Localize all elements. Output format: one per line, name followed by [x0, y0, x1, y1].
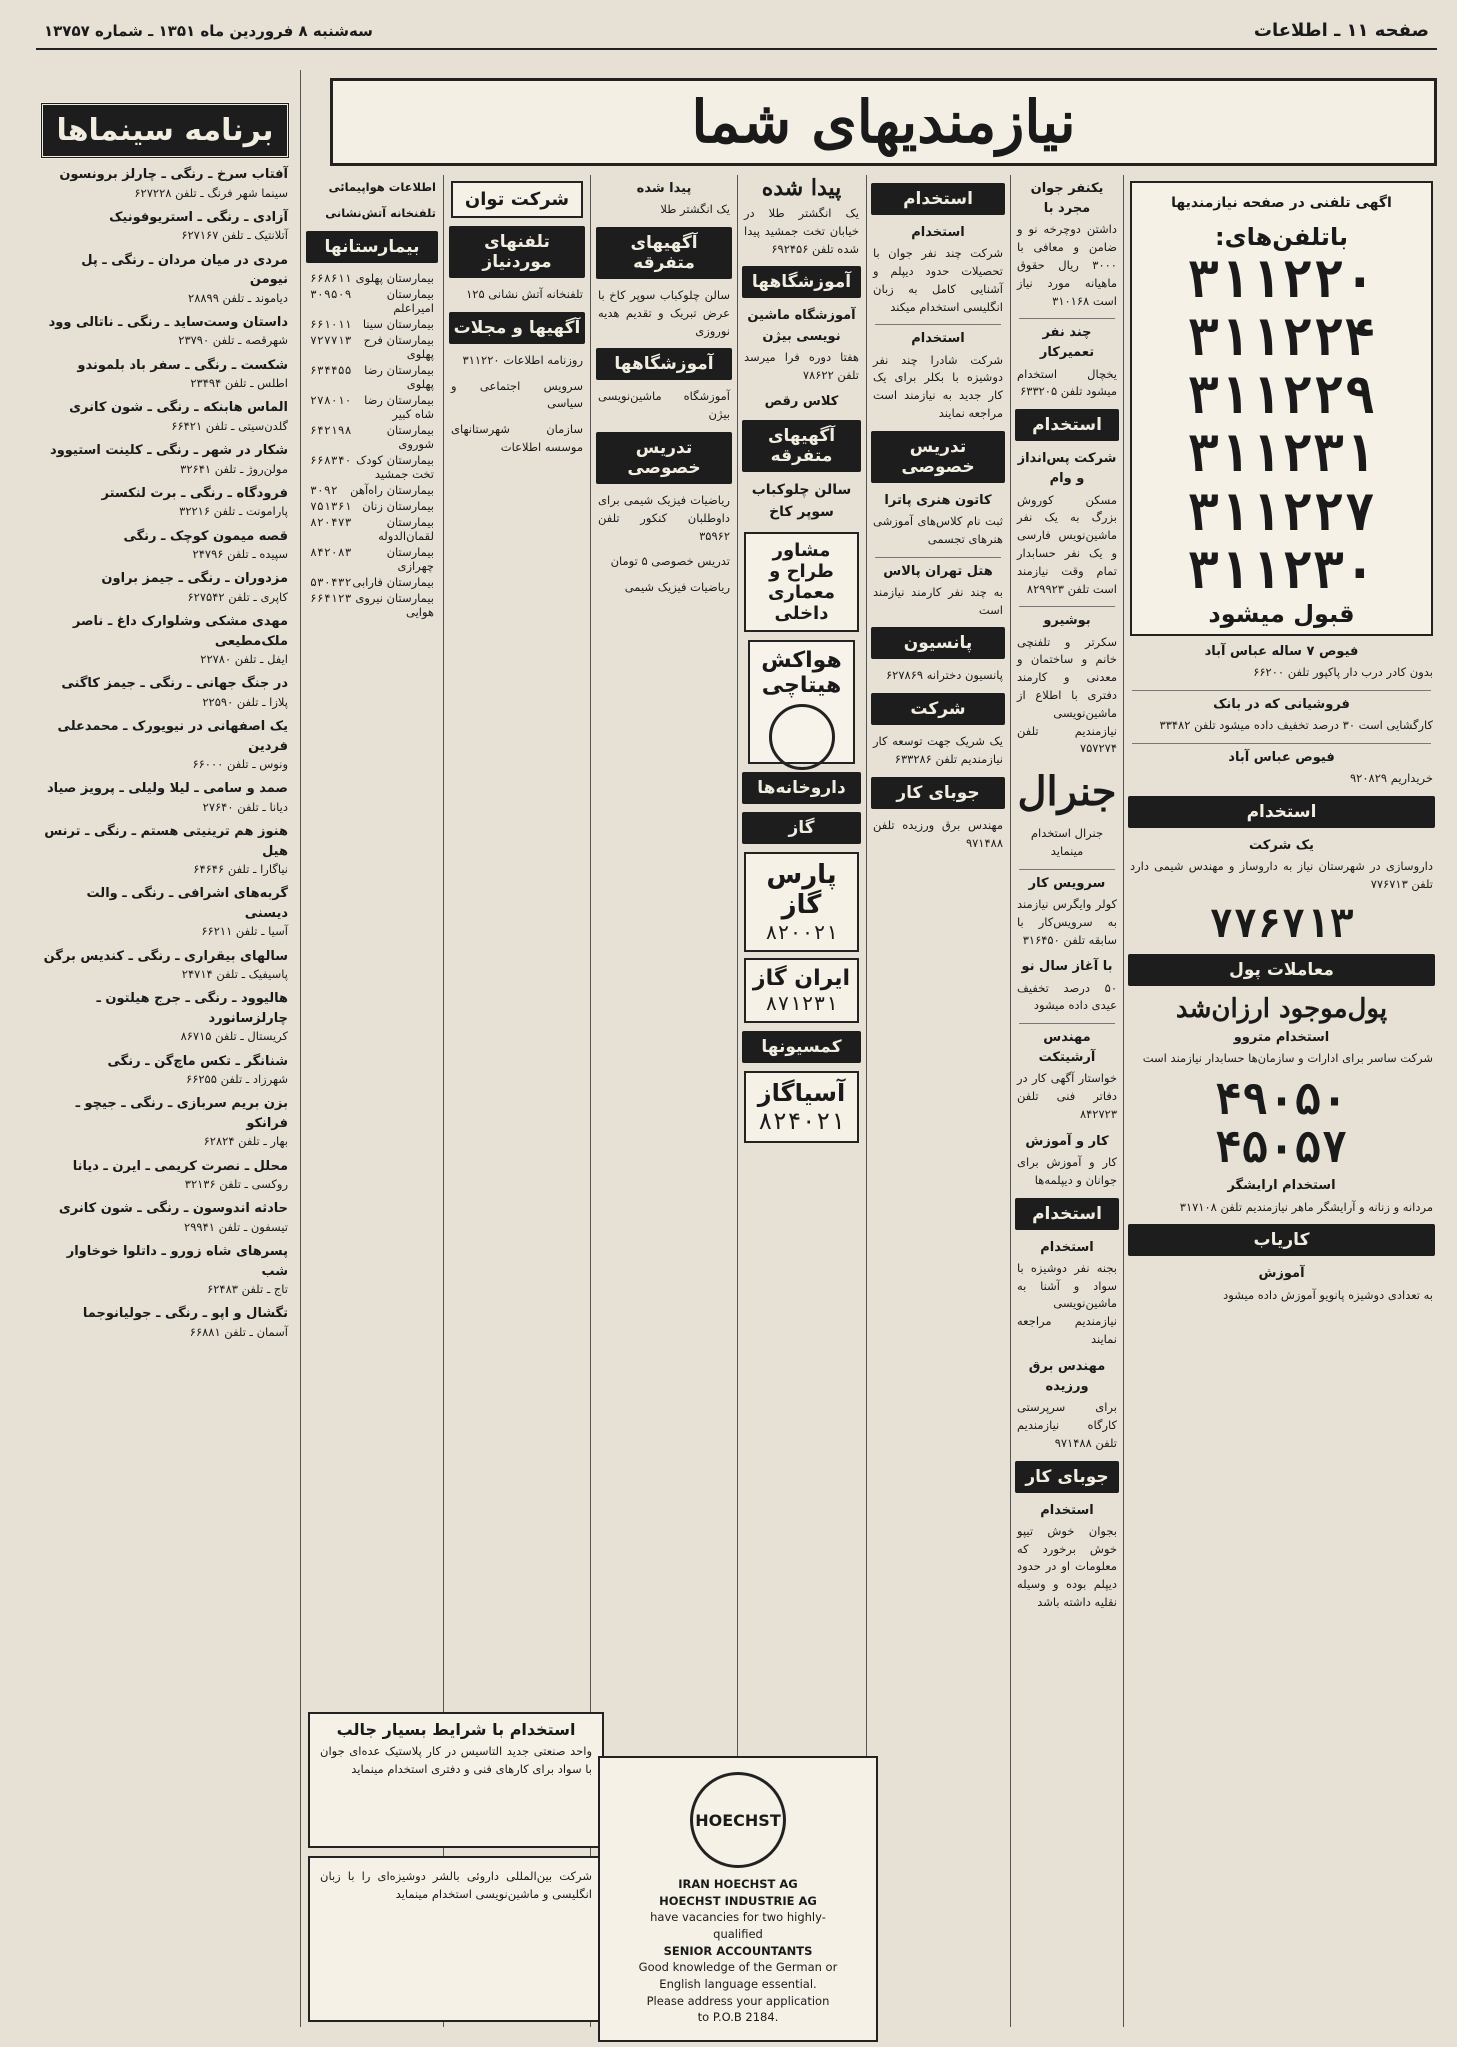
column-rule — [300, 70, 301, 2027]
hoechst-line: have vacancies for two highly- — [650, 1910, 826, 1925]
ad-title: یکنفر جوان مجرد با — [1030, 181, 1104, 217]
list-item — [42, 398, 288, 435]
film-info: ونوس ـ تلفن ۶۶۰۰۰ — [192, 757, 288, 771]
list-item — [42, 989, 288, 1045]
ad-text: مردانه و زنانه و آرایشگر ماهر نیازمندیم تلفن ۳۱۷۱۰۸ — [1179, 1199, 1433, 1214]
list-item — [42, 822, 288, 878]
film-title: مردی در میان مردان ـ رنگی ـ پل نیومن — [81, 252, 288, 287]
asia-gas-ad — [744, 1071, 859, 1143]
film-title: شکار در شهر ـ رنگی ـ کلینت استیوود — [50, 443, 288, 458]
phone-box-intro: اگهی تلفنی در صفحه نیازمندیها — [1171, 195, 1392, 211]
ad-title: بوشیرو — [1043, 613, 1091, 629]
classified-ad: ریاضیات فیزیک شیمی برای داوطلبان کنکور تلفن ۳۵۹۶۲ — [598, 493, 730, 543]
list-item — [42, 612, 288, 668]
ad-title: شرکت پس‌انداز و وام — [1017, 451, 1117, 487]
classified-ad: سالن چلوکباب سوپر کاخ با عرض تبریک و تقدیم هدیه نوروزی — [598, 287, 730, 338]
classified-ad — [1130, 748, 1433, 788]
column-5 — [594, 175, 734, 2027]
phone-number: ۳۱۱۲۳۰ — [1187, 540, 1376, 601]
section-header: تدریس خصوصی — [871, 431, 1005, 483]
film-info: تیسفون ـ تلفن ۲۹۹۴۱ — [184, 1219, 288, 1234]
hospital-phone: ۶۶۱۰۱۱ — [310, 316, 352, 331]
classified-ad — [1017, 1238, 1117, 1349]
cinema-column — [36, 96, 294, 2027]
hospital-name: بیمارستان شوروی — [386, 422, 434, 451]
hospital-name: بیمارستان راه‌آهن — [350, 482, 434, 497]
issue-line: سه‌شنبه ۸ فروردین ماه ۱۳۵۱ ـ شماره ۱۳۷۵۷ — [44, 22, 373, 40]
film-title: در جنگ جهانی ـ رنگی ـ جیمز کاگنی — [61, 676, 288, 692]
info-title: اطلاعات هواپیمائی — [328, 180, 436, 194]
section-header: آموزشگاهها — [742, 266, 861, 298]
hospital-name: بیمارستان فرح پهلوی — [363, 332, 434, 361]
hospital-list — [304, 271, 440, 619]
section-header: تدریس خصوصی — [596, 432, 732, 484]
hospital-phone: ۳۰۹۵۰۹ — [310, 286, 352, 301]
section-header: گاز — [742, 812, 861, 844]
phone-number: ۳۱۱۲۲۷ — [1187, 482, 1376, 543]
hospital-name: بیمارستان کودک تخت جمشید — [356, 452, 434, 481]
column-rule — [1123, 175, 1124, 2027]
list-item — [42, 527, 288, 564]
classified-ad — [1017, 1132, 1117, 1190]
film-info: سینما شهر فرنگ ـ تلفن ۶۲۷۲۲۸ — [134, 185, 288, 200]
classified-ad: تلفنخانه آتش نشانی ۱۲۵ — [466, 287, 583, 301]
film-info: سپیده ـ تلفن ۲۴۷۹۶ — [192, 547, 288, 561]
hospital-name: بیمارستان امیراعلم — [386, 286, 434, 315]
film-info: نیاگارا ـ تلفن ۶۴۶۴۶ — [193, 862, 288, 876]
ad-separator — [1019, 1023, 1115, 1024]
section-header: آگهیهای متفرقه — [596, 227, 732, 279]
section-header: جوبای کار — [1015, 1461, 1119, 1493]
general-text: جنرال استخدام مینماید — [1030, 826, 1104, 859]
ad-separator — [1019, 869, 1115, 870]
phone-box-accepted: قبول میشود — [1208, 600, 1355, 629]
list-item — [310, 545, 434, 573]
advisor-ad: مشاور طراح و معماری داخلی — [744, 532, 859, 632]
employment-box-text: واحد صنعتی جدید التاسیس در کار پلاستیک عده‌ای جوان با سواد برای کارهای فنی و دفتری استخدام مینماید — [320, 1744, 592, 1776]
ad-text: یخچال استخدام میشود تلفن ۶۳۳۲۰۵ — [1017, 366, 1117, 399]
film-title: داستان وست‌ساید ـ رنگی ـ ناتالی وود — [48, 314, 288, 330]
classified-ad — [1017, 874, 1117, 950]
classified-ad: سرویس اجتماعی و سیاسی — [451, 378, 583, 411]
asia-gas-phone: ۸۲۴۰۲۱ — [758, 1106, 845, 1135]
film-title: محلل ـ نصرت کریمی ـ ایرن ـ دیانا — [72, 1158, 288, 1174]
list-item — [310, 287, 434, 315]
film-info: دیاموند ـ تلفن ۲۸۸۹۹ — [188, 290, 288, 305]
classified-ad — [873, 223, 1003, 316]
classified-ad: سازمان شهرستانهای موسسه اطلاعات — [451, 422, 583, 455]
film-info: آسیا ـ تلفن ۶۶۲۱۱ — [201, 924, 288, 939]
classified-ad: ریاضیات فیزیک شیمی — [624, 580, 730, 595]
section-header: آموزشگاهها — [596, 348, 732, 380]
employment-box-title: استخدام با شرایط بسیار جالب — [336, 1720, 576, 1739]
hospital-name: بیمارستان زنان — [362, 498, 434, 513]
classified-ad — [1130, 1264, 1433, 1304]
page-header — [36, 18, 1437, 50]
list-item — [42, 569, 288, 606]
list-item — [42, 1304, 288, 1341]
film-title: گربه‌های اشرافی ـ رنگی ـ والت دیسنی — [86, 886, 288, 921]
column-3 — [869, 175, 1007, 2027]
film-info: پاسیفیک ـ تلفن ۲۴۷۱۴ — [181, 967, 288, 981]
classified-ad — [1130, 695, 1433, 735]
classified-ad — [1017, 449, 1117, 598]
ad-title: استخدام — [1040, 1239, 1094, 1255]
classified-ad — [1130, 1176, 1433, 1216]
film-title: حادثه اندوسون ـ رنگی ـ شون کانری — [58, 1201, 288, 1217]
film-title: شکست ـ رنگی ـ سفر باد بلموندو — [77, 357, 288, 373]
ad-title: پیدا شده — [761, 175, 842, 201]
ad-text: کولر وایگرس نیازمند به سرویس‌کار با سابقه تلفن ۳۱۶۴۵۰ — [1017, 897, 1117, 947]
classified-ad — [744, 306, 859, 384]
film-title: یک اصفهانی در نیویورک ـ محمدعلی فردین — [57, 719, 288, 754]
section-header: استخدام — [1128, 796, 1435, 828]
classified-ad — [873, 491, 1003, 549]
film-info: کاپری ـ تلفن ۶۲۷۵۴۲ — [187, 589, 288, 604]
section-header: آگهیهای متفرقه — [742, 420, 861, 472]
ad-text: بدون کادر درب دار پاکپور تلفن ۶۶۲۰۰ — [1253, 665, 1433, 680]
section-header: جوبای کار — [871, 777, 1005, 809]
ad-text: یک انگشتر طلا در خیابان تخت جمشید پیدا شده تلفن ۶۹۲۴۵۶ — [744, 206, 859, 256]
section-header: کاریاب — [1128, 1224, 1435, 1256]
film-info: گلدن‌سیتی ـ تلفن ۶۶۴۲۱ — [171, 418, 288, 433]
tavan-title: شرکت توان — [464, 189, 570, 210]
list-item — [42, 1242, 288, 1298]
section-header: شرکت — [871, 693, 1005, 725]
phone-number: ۳۱۱۲۲۹ — [1187, 366, 1376, 427]
list-item — [42, 208, 288, 245]
classified-ad — [1017, 323, 1117, 401]
ad-title: آموزشگاه ماشین نویسی بیژن — [747, 308, 856, 344]
list-item — [42, 356, 288, 393]
ad-title: فیوص عباس آباد — [1228, 750, 1335, 765]
film-info: کریستال ـ تلفن ۸۶۷۱۵ — [180, 1029, 288, 1044]
film-info: روکسی ـ تلفن ۳۲۱۳۶ — [184, 1177, 288, 1191]
film-title: مهدی مشکی وشلوارک داغ ـ ناصر ملک‌مطیعی — [72, 614, 288, 649]
film-title: قصه میمون کوچک ـ رنگی — [123, 528, 288, 544]
film-info: پارامونت ـ تلفن ۳۲۲۱۶ — [179, 504, 288, 519]
film-info: آسمان ـ تلفن ۶۶۸۸۱ — [189, 1324, 288, 1339]
ad-title: استخدام — [1040, 1502, 1094, 1518]
ad-text: داروسازی در شهرستان نیاز به داروساز و مهندس شیمی دارد تلفن ۷۷۶۷۱۳ — [1130, 859, 1433, 891]
section-header: استخدام — [1015, 409, 1119, 441]
hoechst-company2: HOECHST INDUSTRIE AG — [659, 1893, 817, 1908]
film-title: آفتاب سرخ ـ رنگی ـ چارلز برونسون — [59, 167, 288, 182]
ad-separator — [875, 324, 1001, 325]
film-info: ایفل ـ تلفن ۲۲۷۸۰ — [200, 652, 288, 666]
general-logo: جنرال — [1017, 768, 1117, 816]
hoechst-line: Please address your application — [646, 1993, 830, 2008]
list-item — [42, 251, 288, 307]
ad-title: چند نفر تعمیرکار — [1039, 325, 1095, 361]
ad-text: کارگشایی است ۳۰ درصد تخفیف داده میشود تلفن ۳۳۴۸۲ — [1159, 718, 1433, 733]
hospital-name: بیمارستان فارابی — [352, 574, 434, 589]
hospital-phone: ۷۲۷۷۱۳ — [310, 332, 352, 347]
intl-company-text: شرکت بین‌المللی داروئی بالشر دوشیزه‌ای را با زبان انگلیسی و ماشین‌نویسی استخدام مینماید — [320, 1869, 592, 1901]
ad-separator — [1019, 318, 1115, 319]
film-info: اطلس ـ تلفن ۲۳۴۹۴ — [190, 376, 288, 390]
fan-icon — [769, 704, 835, 770]
classified-ad: مهندس برق ورزیده تلفن ۹۷۱۴۸۸ — [873, 817, 1003, 850]
column-1 — [1126, 175, 1437, 2027]
classified-ad — [873, 562, 1003, 620]
section-header: تلفنهای موردنیاز — [449, 226, 585, 278]
hoechst-line: qualified — [713, 1927, 763, 1942]
promo-title: سالن چلوکباب سوپر کاخ — [751, 482, 852, 521]
hospital-phone: ۷۵۱۳۶۱ — [310, 498, 352, 513]
ad-title: استخدام — [911, 331, 965, 347]
phone-number: ۳۱۱۲۲۴ — [1187, 307, 1376, 368]
ad-title: کلاس رقص — [764, 394, 839, 410]
film-info: تاج ـ تلفن ۶۲۴۸۳ — [207, 1282, 288, 1296]
employment-box — [308, 1712, 604, 1848]
ad-text: به تعدادی دوشیزه پانویو آموزش داده میشود — [1223, 1287, 1433, 1302]
ad-text: هفتا دوره فرا میرسد تلفن ۷۸۶۲۲ — [744, 349, 859, 382]
ad-title: کار و آموزش — [1025, 1133, 1109, 1149]
section-header: معاملات پول — [1128, 954, 1435, 986]
loan-headline: پول‌موجود ارزان‌شد — [1175, 993, 1388, 1024]
classified-ad — [1017, 1501, 1117, 1612]
hospital-name: بیمارستان چهرازی — [386, 544, 434, 573]
phone-number: ۳۱۱۲۳۱ — [1187, 424, 1376, 485]
ad-text: شرکت چند نفر جوان با تحصیلات حدود دیپلم و آشنایی کامل به زبان انگلیسی استخدام میکند — [873, 246, 1003, 314]
ad-separator — [1132, 690, 1431, 691]
list-item — [42, 313, 288, 350]
list-item — [310, 271, 434, 285]
big-phone: ۷۷۶۷۱۳ — [1209, 900, 1354, 947]
ad-text: داشتن دوچرخه نو و ضامن و معافی با ۳۰۰۰ ریال حقوق ماهیانه مورد نیاز است ۳۱۰۱۶۸ — [1017, 222, 1117, 308]
section-header: استخدام — [871, 183, 1005, 215]
hoechst-line: to P.O.B 2184. — [697, 2010, 779, 2025]
film-info: شهرزاد ـ تلفن ۶۶۲۵۵ — [186, 1072, 288, 1086]
list-item — [310, 515, 434, 543]
ad-text: مسکن کوروش بزرگ به یک نفر ماشین‌نویس فارسی و یک نفر حسابدار تمام وقت نیازمند است تلفن ۸۲۹۹۲۳ — [1017, 492, 1117, 596]
ad-text: برای سرپرستی کارگاه نیازمندیم تلفن ۹۷۱۴۸۸ — [1017, 1400, 1117, 1450]
classified-ad — [1017, 1028, 1117, 1124]
ad-title: فیوص ۷ ساله عباس آباد — [1204, 644, 1359, 660]
column-rule — [866, 175, 867, 2027]
classified-ad — [1130, 642, 1433, 682]
page-label: صفحه ۱۱ ـ اطلاعات — [1253, 20, 1429, 41]
ad-title: فروشیانی که در بانک — [1213, 697, 1350, 713]
cinema-title: برنامه سینماها — [40, 102, 290, 159]
hospital-phone: ۶۴۲۱۹۸ — [310, 422, 352, 437]
hoechst-line: Good knowledge of the German or — [638, 1960, 838, 1975]
hospital-phone: ۳۰۹۲ — [310, 482, 338, 497]
section-header: داروخانه‌ها — [742, 772, 861, 804]
ad-title: کاتون هنری پاترا — [884, 492, 992, 508]
list-item — [310, 393, 434, 421]
classified-ad — [1130, 836, 1433, 894]
hitachi-title: هواکش هیتاچی — [761, 647, 842, 698]
list-item — [42, 165, 288, 202]
list-item — [310, 575, 434, 589]
ad-text: خریداریم ۹۲۰۸۲۹ — [1349, 771, 1433, 786]
classified-ad: پانسیون دخترانه ۶۲۷۸۶۹ — [885, 668, 1003, 683]
list-item — [310, 317, 434, 331]
classified-ad — [873, 329, 1003, 422]
list-item — [42, 717, 288, 773]
film-title: الماس هابنکه ـ رنگی ـ شون کانری — [69, 400, 288, 416]
list-item — [42, 484, 288, 521]
hospital-phone: ۵۳۰۴۳۲ — [310, 574, 352, 589]
ad-separator — [875, 557, 1001, 558]
hospital-phone: ۶۶۸۳۴۰ — [310, 452, 352, 467]
list-item — [310, 453, 434, 481]
hospital-name: بیمارستان پهلوی — [355, 270, 434, 285]
hospital-phone: ۶۳۴۴۵۵ — [310, 362, 352, 377]
list-item — [310, 423, 434, 451]
film-title: بزن بریم سربازی ـ رنگی ـ جیچو ـ فرانکو — [75, 1096, 288, 1131]
classified-ad — [1130, 1028, 1433, 1068]
ad-title: مهندس برق ورزیده — [1028, 1358, 1106, 1395]
film-title: فرودگاه ـ رنگی ـ برت لنکستر — [101, 485, 288, 501]
ad-title: مهندس آرشیتکت — [1038, 1030, 1096, 1066]
classified-ad — [1017, 957, 1117, 1015]
classified-ad: یک شریک جهت توسعه کار نیازمندیم تلفن ۶۳۳۲۸۶ — [873, 734, 1003, 766]
hospital-phone: ۲۷۸۰۱۰ — [310, 392, 352, 407]
hospital-name: بیمارستان نیروی هوایی — [355, 590, 434, 619]
list-item — [42, 674, 288, 711]
iran-gas-title: ایران گاز — [752, 965, 851, 991]
iran-gas-phone: ۸۷۱۲۳۱ — [765, 990, 838, 1015]
film-title: پسرهای شاه زورو ـ داتلوا خوخاوار شب — [66, 1244, 288, 1279]
loan-number: ۴۵۰۵۷ — [1215, 1122, 1348, 1174]
ad-separator — [1019, 606, 1115, 607]
classified-ad — [1017, 611, 1117, 758]
film-info: دیانا ـ تلفن ۲۷۶۴۰ — [202, 799, 288, 814]
ad-title: استخدام — [911, 225, 965, 240]
list-item — [42, 1157, 288, 1194]
hoechst-company: IRAN HOECHST AG — [678, 1877, 798, 1891]
hospital-name: بیمارستان سینا — [362, 316, 434, 331]
classified-ad: تدریس خصوصی ۵ تومان — [610, 554, 730, 569]
film-info: پلازا ـ تلفن ۲۲۵۹۰ — [202, 694, 288, 709]
ad-text: کار و آموزش برای جوانان و دیپلمه‌ها — [1017, 1155, 1117, 1187]
ad-text: به چند نفر کارمند نیازمند است — [873, 584, 1003, 617]
hospital-name: بیمارستان رضا شاه کبیر — [364, 392, 434, 421]
film-title: صمد و سامی ـ لیلا ولیلی ـ پرویز صیاد — [46, 781, 288, 797]
ad-title: هتل تهران پالاس — [883, 563, 993, 579]
section-header: آگهیها و مجلات — [449, 312, 585, 344]
asia-gas-title: آسیاگاز — [757, 1078, 846, 1107]
list-item — [42, 947, 288, 984]
film-info: مولن‌روژ ـ تلفن ۳۲۶۴۱ — [180, 461, 288, 476]
hoechst-line: SENIOR ACCOUNTANTS — [663, 1943, 813, 1958]
pars-gas-title: پارس گاز — [766, 859, 837, 920]
ad-text: بجنه نفر دوشیزه با سواد و آشنا به ماشین‌نویسی نیازمندیم مراجعه نمایند — [1017, 1260, 1117, 1347]
ad-title: آموزش — [1258, 1266, 1305, 1282]
ad-text: ثبت نام کلاس‌های آموزشی هنرهای تجسمی — [873, 513, 1003, 546]
ad-title: یک شرکت — [1249, 837, 1314, 853]
column-rule — [737, 175, 738, 2027]
section-header: استخدام — [1015, 1198, 1119, 1230]
film-info: شهرقصه ـ تلفن ۲۳۷۹۰ — [178, 333, 288, 348]
column-2 — [1013, 175, 1121, 2027]
film-title: مزدوران ـ رنگی ـ جیمز براون — [101, 571, 288, 587]
classified-ad — [744, 392, 859, 412]
film-title: هنوز هم ترینیتی هستم ـ رنگی ـ ترنس هیل — [44, 824, 288, 859]
section-header: کمسیونها — [742, 1031, 861, 1063]
column-rule — [1010, 175, 1011, 2027]
ad-text: شرکت ساسر برای ادارات و سازمان‌ها حسابدار نیازمند است — [1142, 1050, 1433, 1065]
section-header: بیمارستانها — [306, 231, 438, 263]
list-item — [310, 333, 434, 361]
classified-ad — [1017, 1357, 1117, 1453]
list-item — [310, 363, 434, 391]
phone-box-with: باتلفن‌های: — [1215, 222, 1348, 251]
list-item — [310, 591, 434, 619]
film-title: هالیوود ـ رنگی ـ جرج هیلتون ـ چارلزسانورد — [96, 991, 288, 1026]
intl-company-box — [308, 1856, 604, 2022]
film-info: آتلانتیک ـ تلفن ۶۲۷۱۶۷ — [181, 228, 288, 243]
classified-ad: پیدا شده یک انگشتر طلا — [636, 181, 730, 217]
hospital-name: بیمارستان رضا پهلوی — [364, 362, 434, 391]
hospital-phone: ۶۶۸۶۱۱ — [310, 270, 352, 285]
hospital-phone: ۸۴۲۰۸۳ — [310, 544, 352, 559]
classified-ad — [1017, 179, 1117, 310]
hospital-name: بیمارستان لقمان‌الدوله — [378, 514, 434, 543]
hoechst-logo: HOECHST — [690, 1772, 786, 1868]
list-item — [310, 499, 434, 513]
film-info: بهار ـ تلفن ۶۲۸۲۴ — [203, 1134, 288, 1149]
film-title: آزادی ـ رنگی ـ استریوفونیک — [109, 209, 288, 225]
ad-text: بجوان خوش تیپو خوش برخورد که معلومات او در حدود دیپلم بوده و وسیله نقلیه داشته باشد — [1017, 1523, 1117, 1609]
list-item — [42, 1052, 288, 1089]
film-title: تگشال و اپو ـ رنگی ـ جولیانوجما — [82, 1306, 288, 1322]
ad-title: استخدام ارایشگر — [1227, 1178, 1336, 1194]
fire-title: تلفنخانه آتش‌نشانی — [325, 205, 436, 220]
hitachi-ad — [748, 640, 855, 764]
film-title: شنانگر ـ تکس ماچ‌گن ـ رنگی — [107, 1053, 288, 1069]
iran-gas-ad — [744, 958, 859, 1023]
ad-separator — [1132, 743, 1431, 744]
hoechst-ad — [598, 1756, 878, 2042]
phone-box — [1130, 181, 1433, 636]
list-item — [42, 1199, 288, 1236]
film-title: سالهای بیقراری ـ رنگی ـ کندیس برگن — [43, 948, 288, 964]
list-item — [42, 884, 288, 940]
column-4 — [740, 175, 863, 2027]
hospital-phone: ۸۲۰۴۷۳ — [310, 514, 352, 529]
list-item — [42, 779, 288, 816]
ad-title: سرویس کار — [1028, 875, 1106, 891]
ad-text: ۵۰ درصد تخفیف عیدی داده میشود — [1017, 980, 1117, 1013]
ad-title: با آغاز سال نو — [1021, 959, 1113, 975]
loan-number: ۴۹۰۵۰ — [1215, 1073, 1348, 1125]
list-item — [42, 1094, 288, 1150]
banner-title: نیازمندیهای شما — [691, 88, 1076, 156]
ad-title: استخدام متروو — [1233, 1029, 1330, 1045]
ad-text: خواستار آگهی کار در دفاتر فنی تلفن ۸۴۲۷۲۳ — [1017, 1071, 1117, 1122]
hospital-phone: ۶۶۴۱۲۳ — [310, 590, 352, 605]
pars-gas-ad: پارس گاز ۸۲۰۰۲۱ — [744, 852, 859, 952]
hoechst-line: English language essential. — [659, 1977, 817, 1992]
classified-ad: روزنامه اطلاعات ۳۱۱۲۲۰ — [462, 352, 583, 367]
phone-number: ۳۱۱۲۲۰ — [1187, 249, 1376, 310]
ad-text: شرکت شادرا چند نفر دوشیزه با بکلر برای یک کار جدید به نیازمند است مراجعه نمایند — [873, 352, 1003, 420]
classifieds-banner — [330, 78, 1437, 166]
classified-ad: آموزشگاه ماشین‌نویسی بیژن — [598, 389, 730, 422]
ad-text: سکرتر و تلفنچی خانم و ساختمان و معدنی و کارمند دفتری با اطلاع از ماشین‌نویسی نیازمندیم تلفن ۷۵۷۲۷۴ — [1017, 634, 1117, 756]
section-header: پانسیون — [871, 627, 1005, 659]
list-item — [310, 483, 434, 497]
tavan-ad — [451, 181, 583, 218]
list-item — [42, 441, 288, 478]
